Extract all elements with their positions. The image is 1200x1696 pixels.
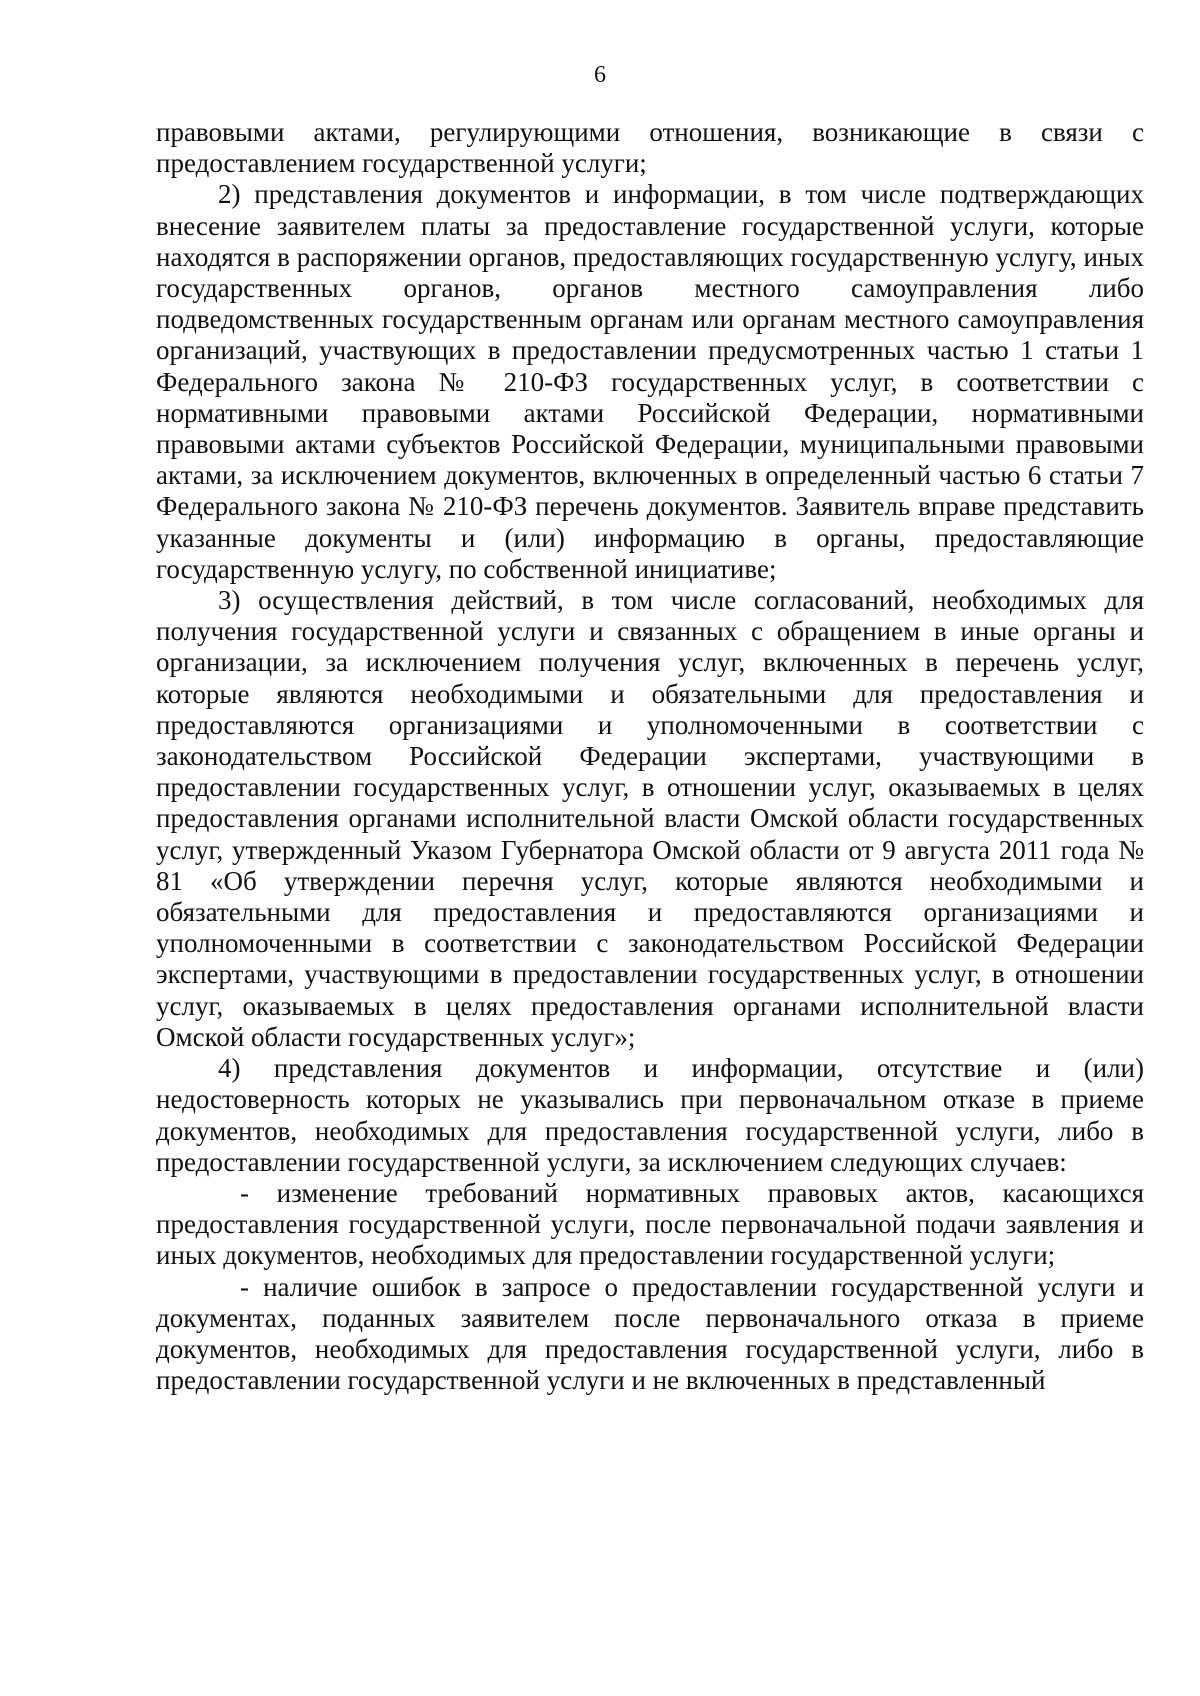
paragraph-continuation: правовыми актами, регулирующими отношения, возникающие в связи с предоставлением государственной услуги; [156, 117, 1144, 179]
page-number: 6 [594, 62, 606, 88]
paragraph-subitem-requirements-change: - изменение требований нормативных правовых актов, касающихся предоставления государственной услуги, после первоначальной подачи заявления и иных документов, необходимых для предоставлении государственной услуги; [156, 1177, 1144, 1271]
paragraph-item-4: 4) представления документов и информации, отсутствие и (или) недостоверность которых не указывались при первоначальном отказе в приеме документов, необходимых для предоставления государственной услуги, либо в предоставлении государственной услуги, за исключением следующих случаев: [156, 1053, 1144, 1177]
paragraph-subitem-errors: - наличие ошибок в запросе о предоставлении государственной услуги и документах, поданных заявителем после первоначального отказа в приеме документов, необходимых для предоставления государственной услуги, либо в предоставлении государственной услуги и не включенных в представленный [156, 1271, 1144, 1396]
paragraph-item-3: 3) осуществления действий, в том числе согласований, необходимых для получения государственной услуги и связанных с обращением в иные органы и организации, за исключением получения услуг, включенных в перечень услуг, которые являются необходимыми и обязательными для предоставления и предоставляются организациями и уполномоченными в соответствии с законодательством Российской Федерации экспертами, участвующими в предоставлении государственных услуг, в отношении услуг, оказываемых в целях предоставления органами исполнительной власти Омской области государственных услуг, утвержденный Указом Губернатора Омской области от 9 августа 2011 года № 81 «Об утверждении перечня услуг, которые являются необходимыми и обязательными для предоставления и предоставляются организациями и уполномоченными в соответствии с законодательством Российской Федерации экспертами, участвующими в предоставлении государственных услуг, в отношении услуг, оказываемых в целях предоставления органами исполнительной власти Омской области государственных услуг»; [156, 585, 1144, 1052]
document-body [156, 117, 1144, 1396]
paragraph-item-2: 2) представления документов и информации, в том числе подтверждающих внесение заявителем платы за предоставление государственной услуги, которые находятся в распоряжении органов, предоставляющих государственную услугу, иных государственных органов, органов местного самоуправления либо подведомственных государственным органам или органам местного самоуправления организаций, участвующих в предоставлении предусмотренных частью 1 статьи 1 Федерального закона № 210-ФЗ государственных услуг, в соответствии с нормативными правовыми актами Российской Федерации, нормативными правовыми актами субъектов Российской Федерации, муниципальными правовыми актами, за исключением документов, включенных в определенный частью 6 статьи 7 Федерального закона № 210-ФЗ перечень документов. Заявитель вправе представить указанные документы и (или) информацию в органы, предоставляющие государственную услугу, по собственной инициативе; [156, 179, 1144, 584]
